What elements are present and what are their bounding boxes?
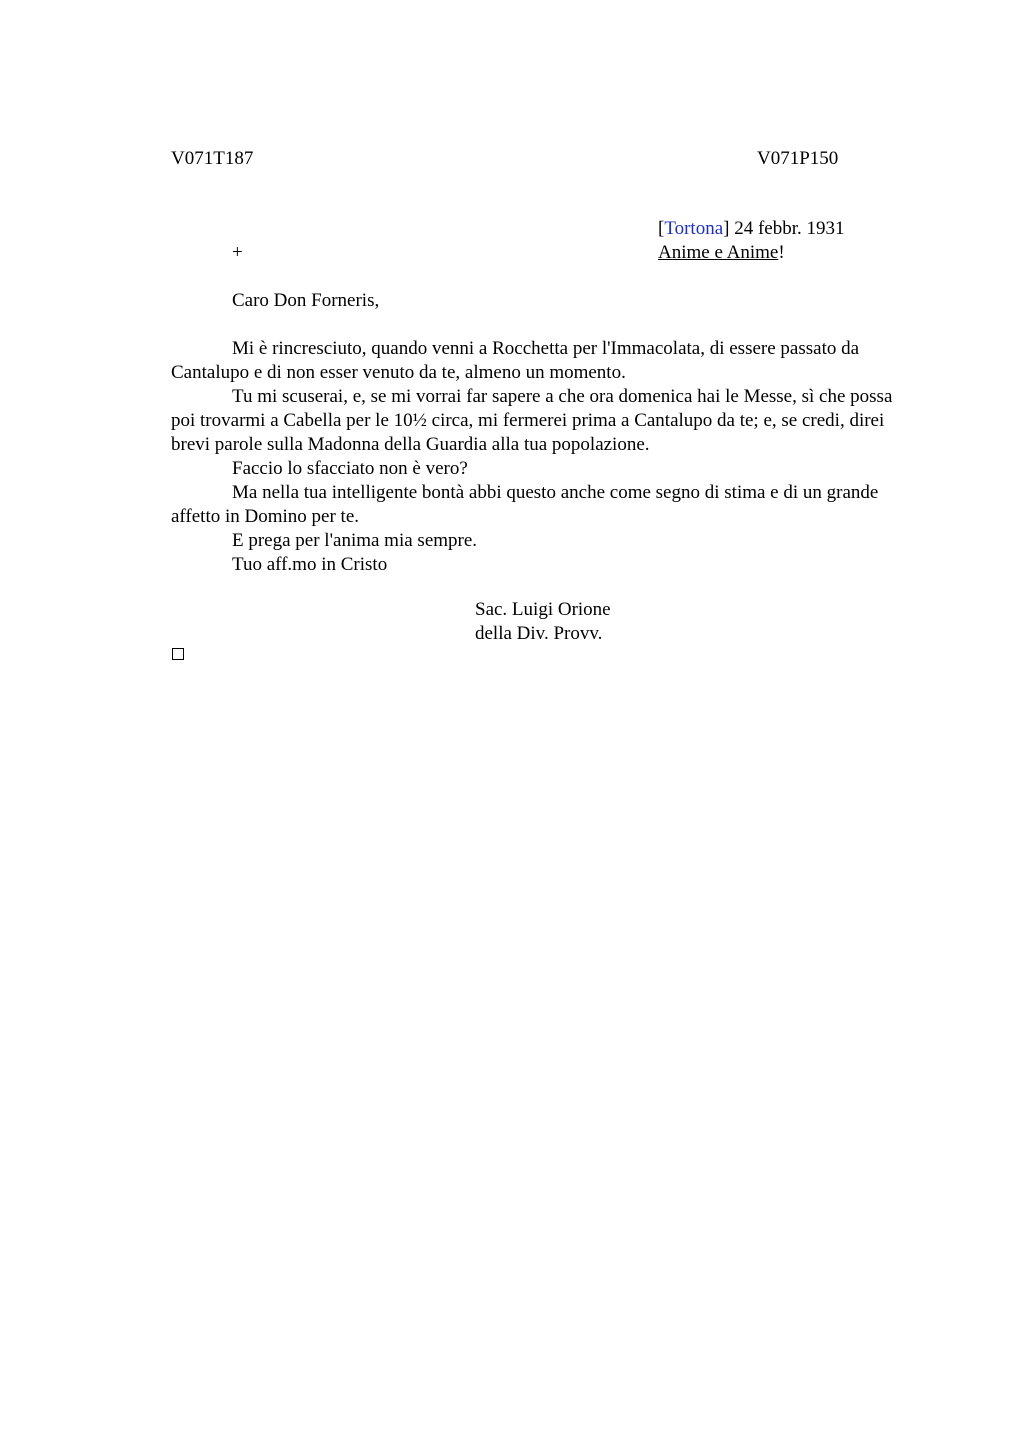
letter-greeting: Caro Don Forneris, [232,290,380,311]
place-link[interactable]: Tortona [664,218,724,239]
signature-name: Sac. Luigi Orione [475,599,611,620]
place-bracket-close: ] [723,218,730,239]
place-bracket-open: [ [658,218,665,239]
letter-paragraph: Mi è rincresciuto, quando venni a Rocchetta per l'Immacolata, di essere passato da Cantalupo e di non esser venuto da te, almeno un momento. [171,338,860,383]
letter-closing: Tuo aff.mo in Cristo [232,554,388,575]
motto-punctuation: ! [778,242,785,263]
letter-paragraph: Ma nella tua intelligente bontà abbi questo anche come segno di stima e di un grande affetto in Domino per te. [171,482,879,527]
letter-paragraph: E prega per l'anima mia sempre. [232,530,478,551]
cross-symbol: + [232,242,243,263]
signature-title: della Div. Provv. [475,623,603,644]
document-code-right: V071P150 [757,148,839,169]
motto-link[interactable]: Anime e Anime [658,242,779,263]
square-outline-icon [172,648,184,660]
letter-body [171,337,917,577]
document-code-left: V071T187 [171,148,254,169]
motto-line [658,241,785,265]
letter-paragraph: Faccio lo sfacciato non è vero? [232,458,468,479]
place-date-line [658,217,845,241]
letter-paragraph: Tu mi scuserai, e, se mi vorrai far sapere a che ora domenica hai le Messe, sì che possa poi trovarmi a Cabella per le 10½ circa, mi fermerei prima a Cantalupo da te; e, se credi, direi brevi parole sulla Madonna della Guardia alla tua popolazione. [171,386,893,455]
letter-date: 24 febbr. 1931 [729,218,845,239]
